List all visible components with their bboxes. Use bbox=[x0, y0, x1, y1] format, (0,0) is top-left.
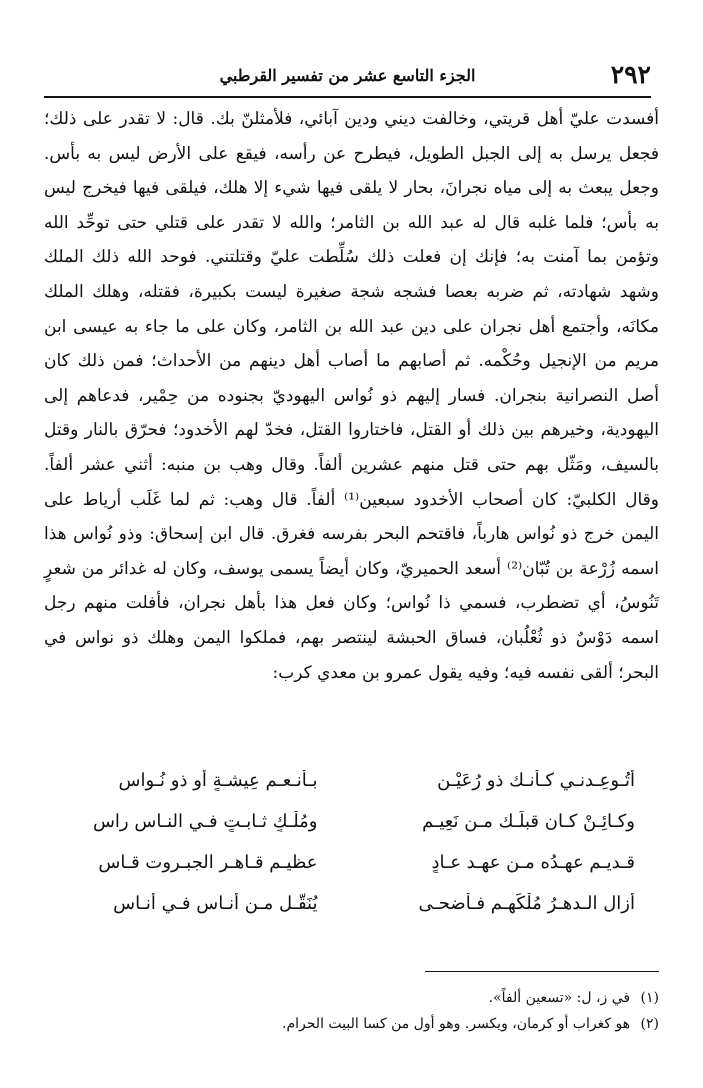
verse-second-hemistich: عظيـم قـاهـرِ الجبـروت قـاسِ bbox=[98, 852, 318, 873]
text-line: هارباً، فاقتحم البحر بفرسه فغرق. قال ابن إسحاق: وذو نُواس هذا اسمه زُرْعة بن bbox=[44, 524, 660, 579]
text-line: الأخدود سبعين⁽¹⁾ ألفاً. قال وهب: ثم لما غَلَب أرياط على اليمن خرج ذو نُواس bbox=[44, 489, 659, 545]
footnote-divider bbox=[425, 971, 659, 972]
text-line: دَوْسٌ ذو ثُعْلُبان، فساق الحبشة لينتصر بهم، فملكوا اليمن وهلك ذو نواس في bbox=[44, 627, 613, 648]
poem-verse bbox=[60, 801, 643, 842]
poem-verse bbox=[60, 842, 643, 883]
text-line: توحِّد الله وتؤمن بما آمنت به؛ فإنك إن فعلت ذلك سُلِّطت عليّ وقتلتني. فوحد الله bbox=[44, 212, 659, 268]
body-text bbox=[44, 102, 659, 690]
text-line: أي تضطرب، فسمي ذا نُواس؛ وكان فعل هذا بأهل نجران، فأفلت منهم رجل اسمه bbox=[44, 593, 659, 648]
footnote-number: (٢) bbox=[640, 1016, 659, 1032]
text-line: القتل، فخدّ لهم الأخدود؛ فحرّق بالنار وقتل بالسيف، ومَثّل بهم حتى قتل منهم bbox=[44, 420, 659, 475]
verse-first-hemistich: قـديـمٍ عهـدُه مـن عهـد عـادٍ bbox=[431, 852, 635, 873]
text-line: البحر؛ ألقى نفسه فيه؛ وفيه يقول عمرو بن معدي كرب: bbox=[272, 662, 659, 683]
body-paragraph bbox=[44, 102, 659, 690]
verse-first-hemistich: أتُـوعِـدنـي كـأنـك ذو رُعَيْـنِ bbox=[437, 770, 635, 791]
footnote bbox=[44, 985, 659, 1011]
footnote-number: (١) bbox=[640, 990, 659, 1006]
text-line: جاء به عيسى ابن مريم من الإنجيل وحُكْمه. ثم أصابهم ما أصاب أهل دينهم من bbox=[44, 316, 659, 372]
text-line: بأس. وجعل يبعث به إلى مياه نجرانَ، بحار لا يلقى فيها شيء إلا هلك، فيلقى فيها bbox=[44, 143, 659, 199]
page-number: ٢٩٢ bbox=[610, 60, 651, 89]
poem-verse bbox=[60, 883, 643, 924]
footnote bbox=[44, 1011, 659, 1037]
text-line: ذلك؛ فجعل يرسل به إلى الجبل الطويل، فيطرح عن رأسه، فيقع على الأرض ليس به bbox=[44, 109, 660, 164]
footnote-text: هو كغراب أو كرمان، ويكسر. وهو أول من كسا البيت الحرام. bbox=[282, 1016, 631, 1032]
page-header bbox=[44, 58, 651, 98]
verse-second-hemistich: يُنَقَّـل مـن أنـاس فـي أنـاس bbox=[113, 893, 318, 914]
text-line: عشرين ألفاً. وقال وهب بن منبه: أثني عشر ألفاً. وقال الكلبيّ: كان أصحاب bbox=[44, 454, 659, 510]
poem bbox=[60, 760, 643, 924]
text-line: بجنوده من حِمْير، فدعاهم إلى اليهودية، وخيرهم بين ذلك أو القتل، فاختاروا bbox=[44, 385, 659, 441]
text-line: أفسدت عليّ أهل قريتي، وخالفت ديني ودين آبائي، فلأمثلنّ بك. قال: لا تقدر على bbox=[82, 109, 660, 129]
text-line: وهلك الملك مكانَه، وأجتمع أهل نجران على دين عبد الله بن الثامر، وكان على ما bbox=[44, 281, 659, 337]
text-line: الأحداث؛ فمن ذلك كان أصل النصرانية بنجران. فسار إليهم ذو نُواس اليهوديّ bbox=[44, 351, 660, 406]
verse-first-hemistich: وكـائِـنْ كـان قبلَـك مـن نَعِيـم bbox=[422, 811, 635, 832]
verse-second-hemistich: ومُلْـكٍ ثـابـتٍ فـي النـاس راسِ bbox=[92, 811, 318, 832]
poem-verse bbox=[60, 760, 643, 801]
verse-second-hemistich: بـأنـعـمِ عِيشـةٍ أو ذو نُـواسِ bbox=[118, 770, 318, 791]
running-title: الجزء التاسع عشر من تفسير القرطبي bbox=[219, 66, 476, 85]
verse-first-hemistich: أزال الـدهـرُ مُلْكَهـم فـأضحـى bbox=[418, 893, 635, 914]
footnotes bbox=[44, 985, 659, 1037]
text-line: فيخرج ليس به بأس؛ فلما غلبه قال له عبد الله بن الثامر؛ والله لا تقدر على قتلي حتى bbox=[44, 178, 659, 233]
text-line: ذلك الملك وشهد شهادته، ثم ضربه بعصا فشجه شجة صغيرة ليست بكبيرة، فقتله، bbox=[44, 247, 659, 302]
footnote-text: في ز، ل: «تسعين ألفاً». bbox=[488, 990, 631, 1006]
text-line: تُبّان⁽²⁾ أسعد الحميريّ، وكان أيضاً يسمى يوسف، وكان له غدائر من شعرٍ تَنُوسُ، bbox=[44, 558, 660, 614]
